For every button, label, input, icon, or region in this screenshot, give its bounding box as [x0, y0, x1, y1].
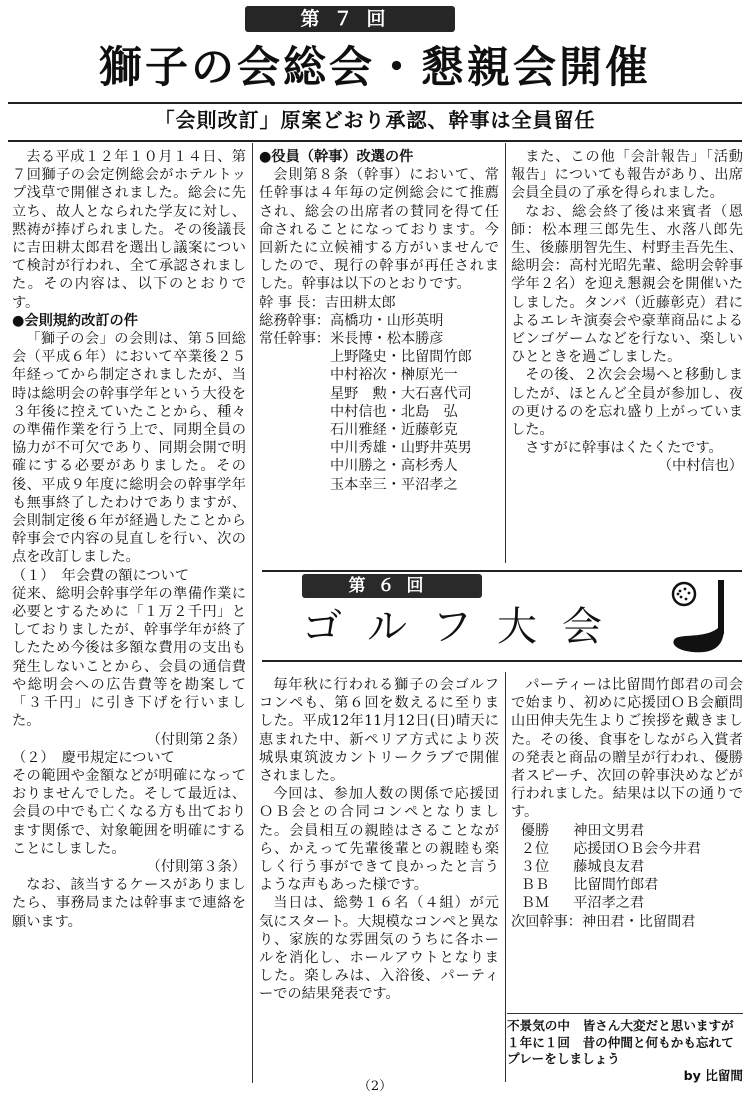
item1-reference: （付則第２条）: [146, 731, 246, 748]
roster-line: 中村裕次・榊原光一: [259, 367, 458, 384]
edition-label: 第７回: [245, 6, 455, 32]
roster-line: 総務幹事：高橋功・山形英明: [259, 312, 444, 329]
reports-paragraph: また、この他「会計報告」「活動報告」についても報告があり、出席会員全員の了承を得られました。: [511, 149, 743, 202]
headline: 獅子の会総会・懇親会開催: [99, 43, 651, 93]
roster-line: 中川秀雄・山野井英男: [259, 440, 472, 457]
golf-club-icon: [662, 576, 734, 656]
result-row: [511, 876, 743, 894]
golf-column-2: [511, 676, 743, 1010]
section-heading-bylaws: ●会則規約改訂の件: [12, 312, 138, 329]
page-number: （2）: [357, 1079, 393, 1094]
result-row: [511, 840, 743, 858]
officer-roster: [259, 294, 499, 494]
roster-line: 中川勝之・高杉秀人: [259, 458, 458, 475]
roster-line: 上野隆史・比留間竹郎: [259, 349, 472, 366]
item1-heading: （１） 年会費の額について: [12, 567, 190, 584]
column-rule-1: [252, 143, 253, 1083]
item2-body: その範囲や金額などが明確になっておりませんでした。そして最近は、会員の中でも亡くなる方も出ております関係で、対象範囲を明確にすることにしました。: [12, 767, 246, 857]
roster-line: 石川雅経・近藤彰克: [259, 422, 458, 439]
golf-paragraph: 当日は、総勢１６名（４組）が元気にスタート。大規模なコンペと異なり、家族的な雰囲気のうちに各ホールを消化し、ホールアウトとなりました。楽しみは、入浴後、パーティーでの結果発表です。: [259, 895, 499, 1003]
roster-line: 幹 事 長：吉田耕太郎: [259, 294, 396, 311]
roster-line: 玉本幸三・平沼孝之: [259, 476, 458, 493]
closing-paragraph: なお、該当するケースがありましたら、事務局または幹事まで連絡を願います。: [12, 877, 246, 930]
bylaws-paragraph: 「獅子の会」の会則は、第５回総会（平成６年）において卒業後２５年経ってから制定されましたが、当時は総明会の幹事学年という大役を３年後に控えていたことから、種々の準備作業を行う上で、同期全員の協力が不可欠であり、同期会開で明確にする必要がありました。その後、平成９年度に総明会の幹事学年も無事終了したわけでありますが、会則制定後６年が経過したことから幹事会で内容の見直しを行い、次の点を改訂しました。: [12, 331, 246, 566]
next-host: 次回幹事：神田君・比留間君: [511, 913, 696, 930]
golf-column-1: [259, 676, 499, 1076]
message-text: 不景気の中 皆さん大変だと思いますが １年に１回 昔の仲間と何もかも忘れて プレーをしましょう: [507, 1018, 747, 1066]
message-signature: by 比留間: [683, 1067, 743, 1083]
article-column-2: [259, 148, 499, 564]
subheadline: 「会則改訂」原案どおり承認、幹事は全員留任: [154, 108, 596, 132]
golf-paragraph: パーティーは比留間竹郎君の司会で始まり、初めに応援団ＯＢ会顧問山田伸夫先生よりご挨拶を戴きました。その後、食事をしながら入賞者の発表と商品の贈呈が行われ、優勝者スピーチ、次回の幹事決めなどが行われました。結果は以下の通りです。: [511, 677, 743, 821]
results-list: [511, 822, 743, 931]
result-rank: 優勝: [520, 822, 550, 839]
result-rank: ２位: [520, 840, 550, 857]
item2-reference: （付則第３条）: [146, 858, 246, 875]
section-heading-officers: ●役員（幹事）改選の件: [259, 149, 414, 165]
article-column-3: [511, 148, 743, 564]
item1-body: 従来、総明会幹事学年の準備作業に必要とするために「１万２千円」としておりましたが、幹事学年が終了したため今後は多額な費用の支出も発生しないことから、会員の通信費や総明会への広告費等を勘案して「３千円」に引き下げを行いました。: [12, 585, 246, 730]
after-party-paragraph: その後、２次会会場へと移動しましたが、ほとんど全員が参加し、夜の更けるのを忘れ盛り上がっていました。: [511, 367, 743, 439]
result-name: 比留間竹郎君: [573, 877, 659, 894]
result-name: 藤城良友君: [573, 859, 645, 876]
result-rank: ３位: [520, 859, 550, 876]
result-row: [511, 822, 743, 840]
golf-paragraph: 今回は、参加人数の関係で応援団ＯＢ会との合同コンペとなりました。会員相互の親睦はさることながら、かえって先輩後輩との親睦も楽しく行う事ができて良かったと言うような声もあった様です。: [259, 786, 499, 894]
officers-paragraph: 会則第８条（幹事）において、常任幹事は４年毎の定例総会にて推薦され、総会の出席者の賛同を得て任命されることになっております。今回新たに立候補する方がいませんでしたので、現行の幹事が再任されました。幹事は以下のとおりです。: [259, 167, 499, 293]
result-row: [511, 894, 743, 912]
result-row: [511, 858, 743, 876]
article-column-1: [12, 148, 246, 1073]
result-rank: ＢＢ: [520, 877, 550, 894]
byline: （中村信也）: [657, 458, 743, 475]
roster-line: 常任幹事：米長博・松本勝彦: [259, 331, 444, 348]
item2-heading: （２） 慶弔規定について: [12, 749, 175, 766]
golf-header: [262, 570, 742, 662]
column-rule-2: [505, 143, 506, 563]
result-name: 平沼孝之君: [573, 895, 645, 912]
roster-line: 中村信也・北島 弘: [259, 403, 458, 420]
column-rule-3: [505, 672, 506, 1082]
result-rank: ＢＭ: [520, 895, 550, 912]
party-paragraph: なお、総会終了後は来賓者（恩師：松本理三郎先生、水落八郎先生、後藤朋智先生、村野圭吾先生、総明会：高村光昭先輩、総明会幹事学年２名）を迎え懇親会を開催いたしました。タンバ（近藤彰克）君によるエレキ演奏会や豪華商品によるビンゴゲームなどを行ない、楽しいひとときを過ごしました。: [511, 203, 743, 366]
result-name: 応援団ＯＢ会今井君: [573, 840, 701, 857]
golf-paragraph: 毎年秋に行われる獅子の会ゴルフコンペも、第６回を数えるに至りました。平成12年11月12日(日)晴天に恵まれた中、新ペリア方式により茨城県東筑波カントリークラブで開催されました。: [259, 677, 499, 785]
result-name: 神田文男君: [573, 822, 645, 839]
subheadline-rule: [8, 140, 742, 142]
golf-title: ゴルフ大会: [302, 604, 627, 650]
intro-paragraph: 去る平成１２年１０月１４日、第７回獅子の会定例総会がホテルトップ浅草で開催されました。総会に先立ち、故人となられた学友に対し、黙祷が捧げられました。その後議長に吉田耕太郎君を選出し議案について検討が行われ、全て承認されました。その内容は、以下のとおりです。: [12, 149, 246, 311]
closing-remark: さすがに幹事はくたくたです。: [525, 440, 723, 457]
golf-edition-label: 第６回: [302, 574, 482, 598]
roster-line: 星野 勲・大石喜代司: [259, 385, 472, 402]
